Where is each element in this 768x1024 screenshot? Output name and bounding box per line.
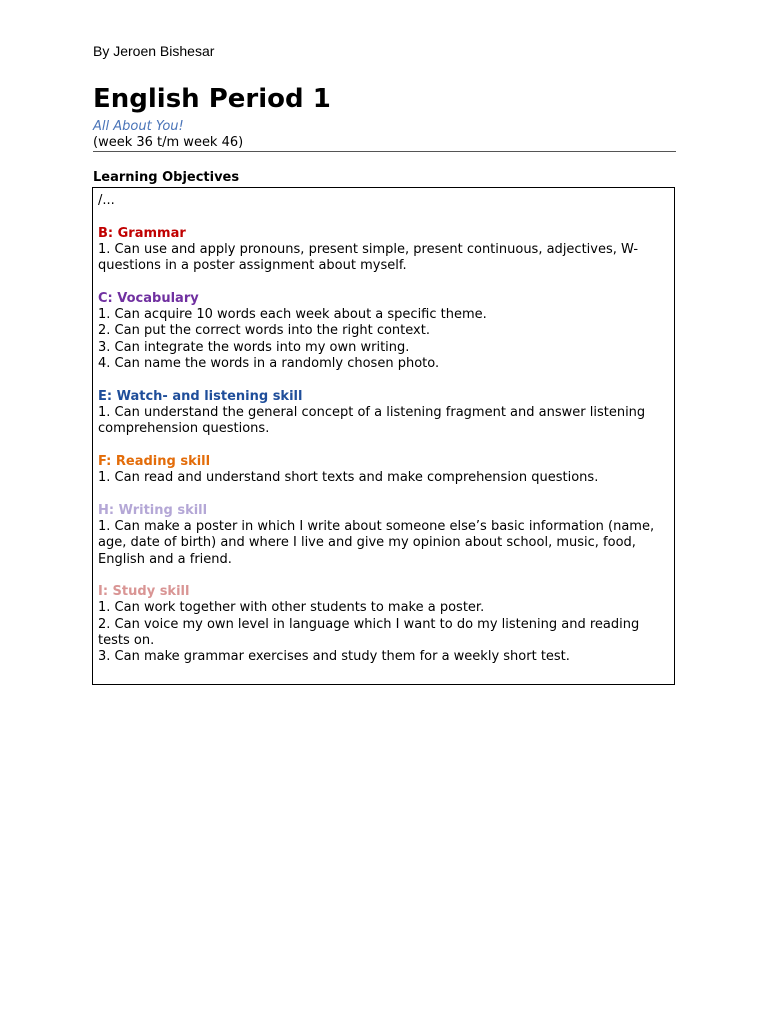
title-divider	[93, 151, 676, 152]
objective-item: 1. Can acquire 10 words each week about a specific theme.	[98, 307, 487, 323]
objective-item: age, date of birth) and where I live and give my opinion about school, music, food,	[98, 535, 636, 551]
spacer	[98, 568, 658, 584]
section-heading-listening: E: Watch- and listening skill	[98, 388, 303, 404]
objective-item: 1. Can read and understand short texts and make comprehension questions.	[98, 470, 599, 486]
subtitle: All About You!	[93, 119, 184, 134]
spacer	[98, 486, 658, 502]
page-title: English Period 1	[93, 84, 331, 114]
objective-item: 4. Can name the words in a randomly chosen photo.	[98, 355, 440, 371]
spacer	[98, 372, 658, 388]
author-line: By Jeroen Bishesar	[93, 43, 215, 59]
objective-item: 1. Can make a poster in which I write about someone else’s basic information (name,	[98, 518, 655, 534]
objective-item: 2. Can voice my own level in language which I want to do my listening and reading	[98, 616, 640, 632]
objective-item: tests on.	[98, 633, 155, 649]
spacer	[98, 437, 658, 453]
spacer	[98, 209, 658, 225]
objective-item: 2. Can put the correct words into the right context.	[98, 323, 430, 339]
objective-item: 1. Can understand the general concept of a listening fragment and answer listening	[98, 404, 646, 420]
objective-item: questions in a poster assignment about myself.	[98, 258, 407, 274]
objective-item: 3. Can integrate the words into my own writing.	[98, 339, 410, 355]
section-heading-study: I: Study skill	[98, 584, 190, 600]
objective-item: 1. Can use and apply pronouns, present simple, present continuous, adjectives, W-	[98, 241, 639, 257]
spacer	[98, 274, 658, 290]
objectives-intro: /...	[98, 193, 115, 208]
objective-item: comprehension questions.	[98, 421, 270, 437]
objective-item: English and a friend.	[98, 551, 232, 567]
objective-item: 1. Can work together with other students to make a poster.	[98, 600, 485, 616]
section-heading-vocabulary: C: Vocabulary	[98, 290, 199, 306]
weeks-range: (week 36 t/m week 46)	[93, 135, 244, 150]
objective-item: 3. Can make grammar exercises and study them for a weekly short test.	[98, 649, 570, 665]
objectives-box	[92, 187, 675, 685]
objectives-content	[98, 193, 658, 666]
section-heading-reading: F: Reading skill	[98, 453, 211, 469]
objectives-heading: Learning Objectives	[93, 170, 240, 185]
section-heading-writing: H: Writing skill	[98, 502, 208, 518]
section-heading-grammar: B: Grammar	[98, 225, 186, 241]
